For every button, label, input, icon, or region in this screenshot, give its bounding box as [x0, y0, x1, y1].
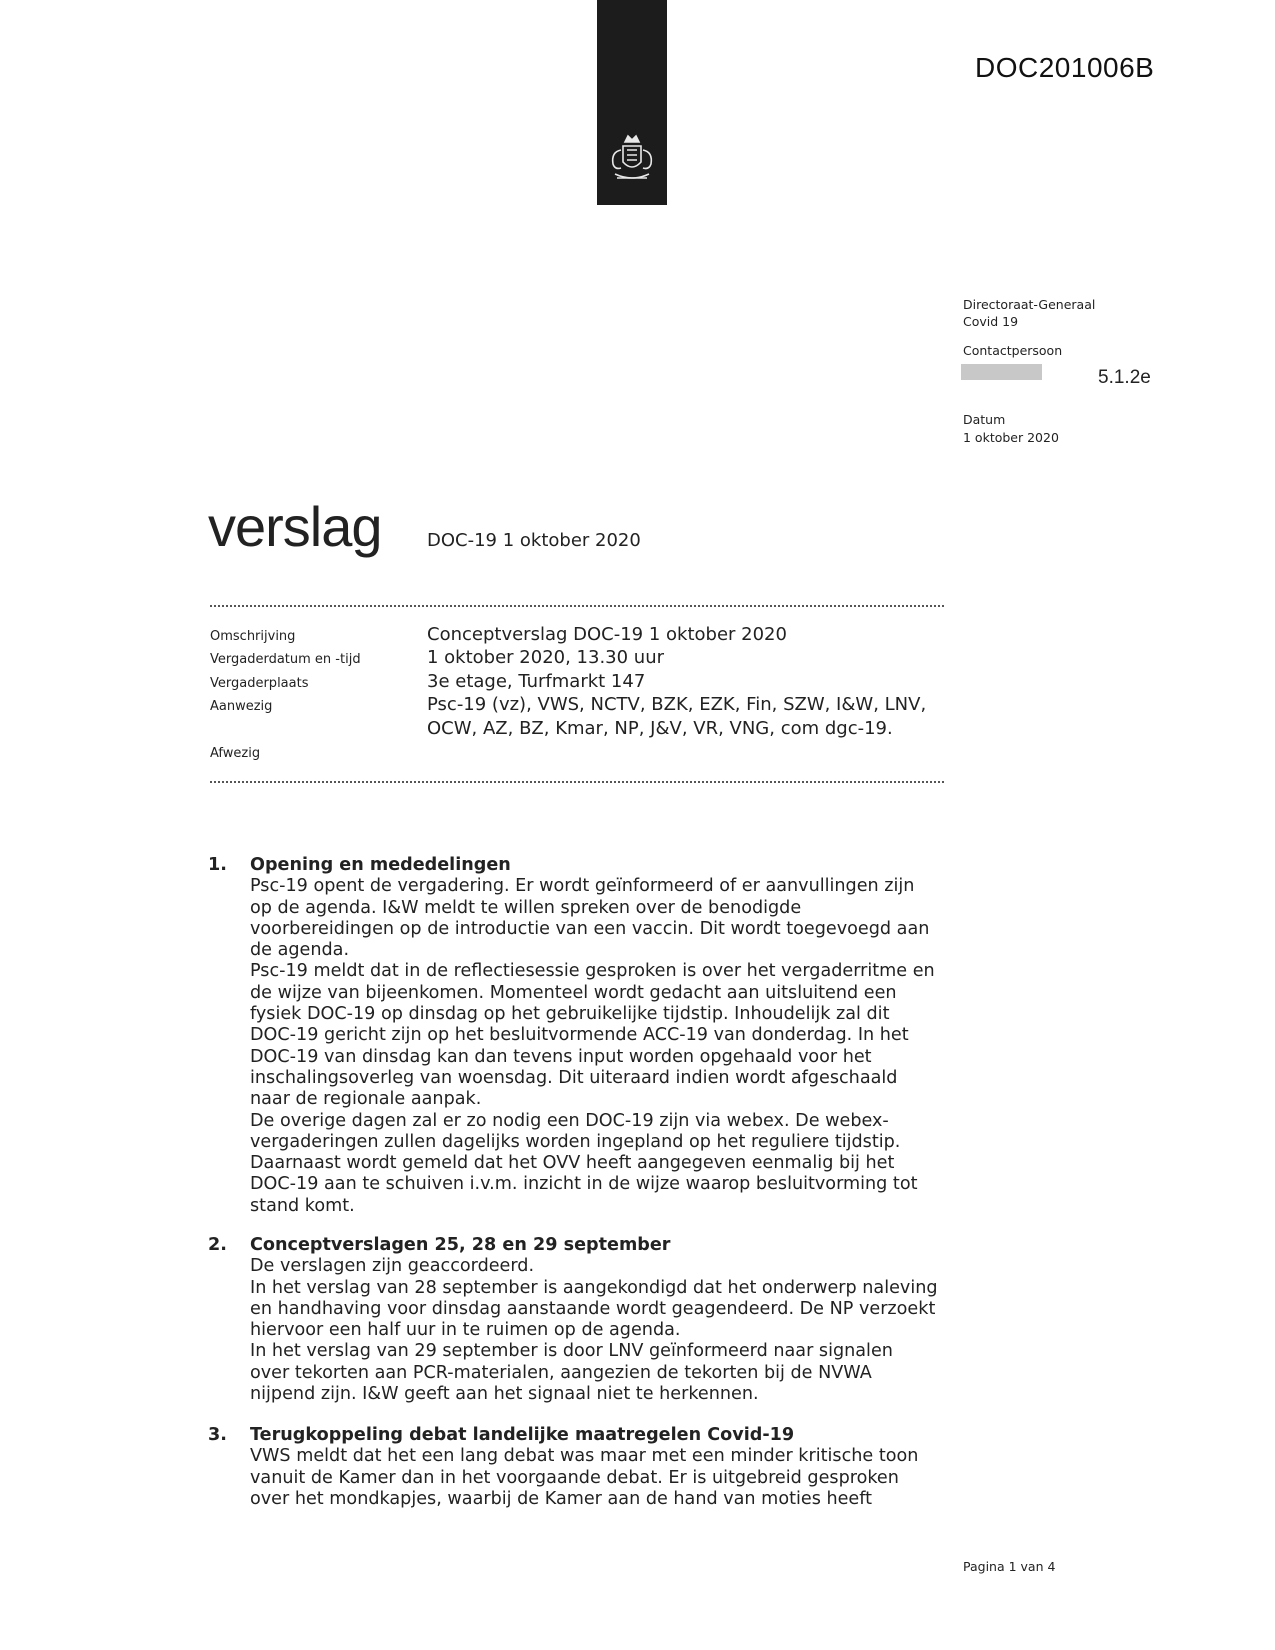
organisation-line2: Covid 19 [963, 314, 1019, 329]
section-body: Psc-19 opent de vergadering. Er wordt geïnformeerd of er aanvullingen zijn op de agenda. I&W meldt te willen spreken over de benodigde voorbereidingen op de introductie van een vaccin. Dit wordt toegevoegd aan de agenda. Psc-19 meldt dat in de reflectiesessie gesproken is over het vergaderritme en de wijze van bijeenkomen. Momenteel wordt gedacht aan uitsluitend een fysiek DOC-19 op dinsdag op het gebruikelijke tijdstip. Inhoudelijk zal dit DOC-19 gericht zijn op het besluitvormende ACC-19 van donderdag. In het DOC-19 van dinsdag kan dan tevens input worden opgehaald voor het inschalingsoverleg van woensdag. Dit uiteraard indien wordt afgeschaald naar de regionale aanpak. De overige dagen zal er zo nodig een DOC-19 zijn via webex. De webex- vergaderingen zullen dagelijks worden ingepland op het reguliere tijdstip. Daarnaast wordt gemeld dat het OVV heeft aangegeven eenmalig bij het DOC-19 aan te schuiven i.v.m. inzicht in de wijze waarop besluitvorming tot stand komt. [250, 876, 935, 1216]
section-number: 2. [208, 1235, 227, 1255]
government-logo-bar [597, 0, 667, 205]
meta-label-location: Vergaderplaats [210, 676, 309, 691]
section-body: VWS meldt dat het een lang debat was maar met een minder kritische toon vanuit de Kamer dan in het voorgaande debat. Er is uitgebreid gesproken over het mondkapjes, waarbij de Kamer aan de hand van moties heeft [250, 1446, 919, 1509]
divider-bottom [210, 781, 944, 783]
redaction-box [961, 364, 1042, 380]
meta-value-location: 3e etage, Turfmarkt 147 [427, 671, 646, 692]
section-body: De verslagen zijn geaccordeerd. In het verslag van 28 september is aangekondigd dat het onderwerp naleving en handhaving voor dinsdag aanstaande wordt geagendeerd. De NP verzoekt hiervoor een half uur in te ruimen op de agenda. In het verslag van 29 september is door LNV geïnformeerd naar signalen over tekorten aan PCR-materialen, aangezien de tekorten bij de NVWA nijpend zijn. I&W geeft aan het signaal niet te herkennen. [250, 1256, 938, 1405]
agenda-section-1 [208, 855, 968, 1217]
section-title: Conceptverslagen 25, 28 en 29 september [250, 1235, 671, 1255]
redaction-code: 5.1.2e [1098, 367, 1151, 388]
date-label: Datum [963, 412, 1006, 427]
meta-label-description: Omschrijving [210, 629, 296, 644]
meta-label-absent: Afwezig [210, 746, 261, 761]
coat-of-arms-icon [603, 132, 661, 190]
document-code: DOC201006B [975, 52, 1155, 83]
section-title: Opening en mededelingen [250, 855, 511, 875]
divider-top [210, 605, 944, 607]
meta-value-present: Psc-19 (vz), VWS, NCTV, BZK, EZK, Fin, SZW, I&W, LNV, OCW, AZ, BZ, Kmar, NP, J&V, VR, VNG, com dgc-19. [427, 694, 927, 739]
contact-label: Contactpersoon [963, 343, 1063, 358]
meta-value-date-time: 1 oktober 2020, 13.30 uur [427, 647, 665, 668]
document-subtitle: DOC-19 1 oktober 2020 [427, 530, 641, 551]
agenda-section-2 [208, 1235, 968, 1405]
meta-label-date-time: Vergaderdatum en -tijd [210, 652, 361, 667]
meta-label-present: Aanwezig [210, 699, 273, 714]
meta-value-description: Conceptverslag DOC-19 1 oktober 2020 [427, 624, 787, 645]
document-type-heading: verslag [208, 495, 382, 558]
agenda-section-3 [208, 1425, 968, 1510]
page-number: Pagina 1 van 4 [963, 1559, 1056, 1574]
section-title: Terugkoppeling debat landelijke maatregelen Covid-19 [250, 1425, 795, 1445]
section-number: 3. [208, 1425, 227, 1445]
date-value: 1 oktober 2020 [963, 430, 1059, 445]
section-number: 1. [208, 855, 227, 875]
organisation-line1: Directoraat-Generaal [963, 297, 1096, 312]
